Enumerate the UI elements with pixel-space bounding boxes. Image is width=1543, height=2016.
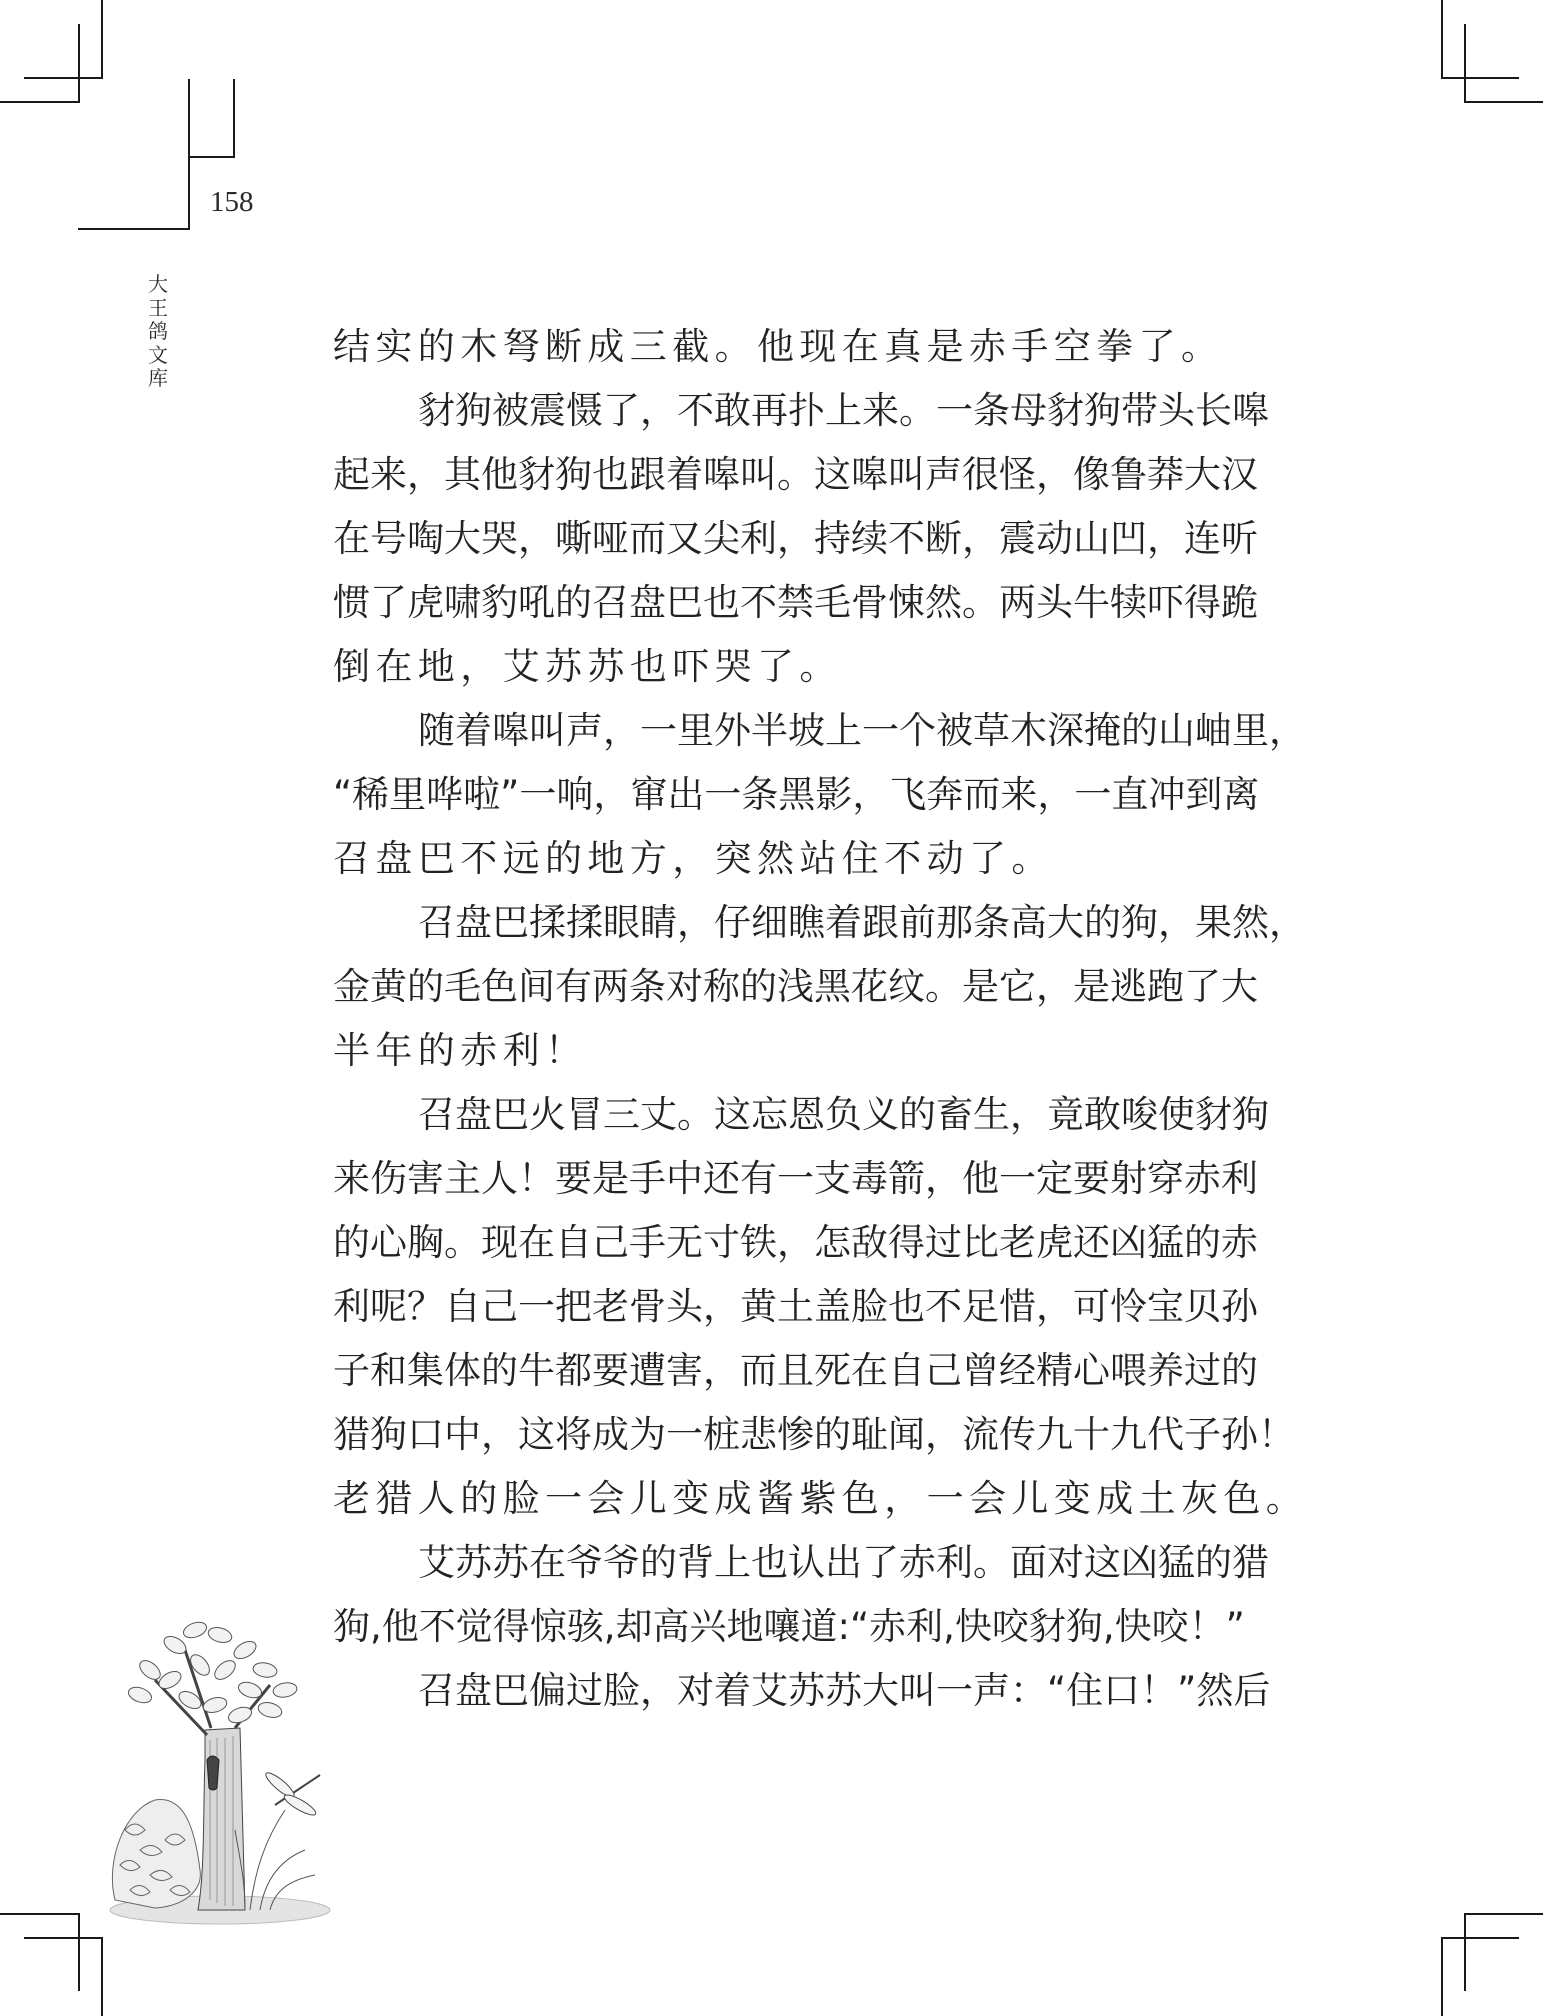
- text-line: 召盘巴不远的地方，突然站住不动了。: [333, 837, 1054, 880]
- crop-mark: [78, 1913, 80, 1991]
- series-title-char: 库: [148, 366, 168, 390]
- text-line: 金黄的毛色间有两条对称的浅黑花纹。是它，是逃跑了大: [333, 965, 1258, 1008]
- crop-mark: [24, 77, 103, 79]
- text-line: 的心胸。现在自己手无寸铁，怎敌得过比老虎还凶猛的赤: [333, 1221, 1258, 1264]
- text-line: 结实的木弩断成三截。他现在真是赤手空拳了。: [333, 325, 1224, 368]
- cicada-icon: [207, 1756, 219, 1790]
- text-line: 半年的赤利！: [333, 1029, 588, 1072]
- crop-mark: [101, 0, 103, 79]
- text-line: 子和集体的牛都要遭害，而且死在自己曾经精心喂养过的: [333, 1349, 1258, 1392]
- header-rule: [78, 228, 190, 230]
- text-line: 起来，其他豺狗也跟着嗥叫。这嗥叫声很怪，像鲁莽大汉: [333, 453, 1258, 496]
- text-line: 召盘巴偏过脸，对着艾苏苏大叫一声：“住口！”然后: [418, 1669, 1271, 1712]
- crop-mark: [1464, 101, 1543, 103]
- body-text: [333, 315, 1309, 1723]
- series-title: [146, 273, 170, 391]
- text-line: 召盘巴揉揉眼睛，仔细瞧着跟前那条高大的狗，果然，: [418, 901, 1306, 944]
- text-line: 利呢？自己一把老骨头，黄土盖脸也不足惜，可怜宝贝孙: [333, 1285, 1258, 1328]
- crop-mark: [1464, 1913, 1466, 1991]
- crop-mark: [1464, 24, 1466, 103]
- crop-mark: [1441, 1937, 1519, 1939]
- series-title-char: 文: [148, 342, 168, 367]
- text-line: 艾苏苏在爷爷的背上也认出了赤利。面对这凶猛的猎: [418, 1541, 1269, 1584]
- series-title-char: 王: [148, 295, 168, 320]
- crop-mark: [1441, 0, 1443, 79]
- header-rule: [188, 79, 190, 230]
- header-rule: [233, 79, 235, 158]
- crop-mark: [78, 24, 80, 103]
- crop-mark: [0, 101, 80, 103]
- crop-mark: [101, 1937, 103, 2016]
- crop-mark: [1441, 77, 1519, 79]
- text-line: “稀里哗啦”一响，窜出一条黑影，飞奔而来，一直冲到离: [333, 773, 1260, 816]
- text-line: 倒在地，艾苏苏也吓哭了。: [333, 645, 842, 688]
- crop-mark: [0, 1913, 80, 1915]
- page-number: 158: [210, 186, 254, 218]
- text-line: 老猎人的脸一会儿变成酱紫色，一会儿变成土灰色。: [333, 1477, 1309, 1520]
- dragonfly-icon: [263, 1770, 320, 1819]
- text-line: 惯了虎啸豹吼的召盘巴也不禁毛骨悚然。两头牛犊吓得跪: [333, 581, 1258, 624]
- crop-mark: [1464, 1913, 1543, 1915]
- series-title-char: 鸽: [148, 319, 168, 343]
- text-line: 猎狗口中，这将成为一桩悲惨的耻闻，流传九十九代子孙！: [333, 1413, 1295, 1456]
- crop-mark: [1441, 1937, 1443, 2016]
- text-line: 狗,他不觉得惊骇,却高兴地嚷道:“赤利,快咬豺狗,快咬！”: [333, 1605, 1245, 1648]
- series-title-char: 大: [148, 272, 168, 296]
- text-line: 来伤害主人！要是手中还有一支毒箭，他一定要射穿赤利: [333, 1157, 1258, 1200]
- crop-mark: [24, 1937, 103, 1939]
- text-line: 豺狗被震慑了，不敢再扑上来。一条母豺狗带头长嗥: [418, 389, 1269, 432]
- text-line: 在号啕大哭，嘶哑而又尖利，持续不断，震动山凹，连听: [333, 517, 1258, 560]
- text-line: 随着嗥叫声，一里外半坡上一个被草木深掩的山岫里，: [418, 709, 1306, 752]
- header-rule: [188, 156, 235, 158]
- tree-illustration: [95, 1610, 335, 1930]
- text-line: 召盘巴火冒三丈。这忘恩负义的畜生，竟敢唆使豺狗: [418, 1093, 1269, 1136]
